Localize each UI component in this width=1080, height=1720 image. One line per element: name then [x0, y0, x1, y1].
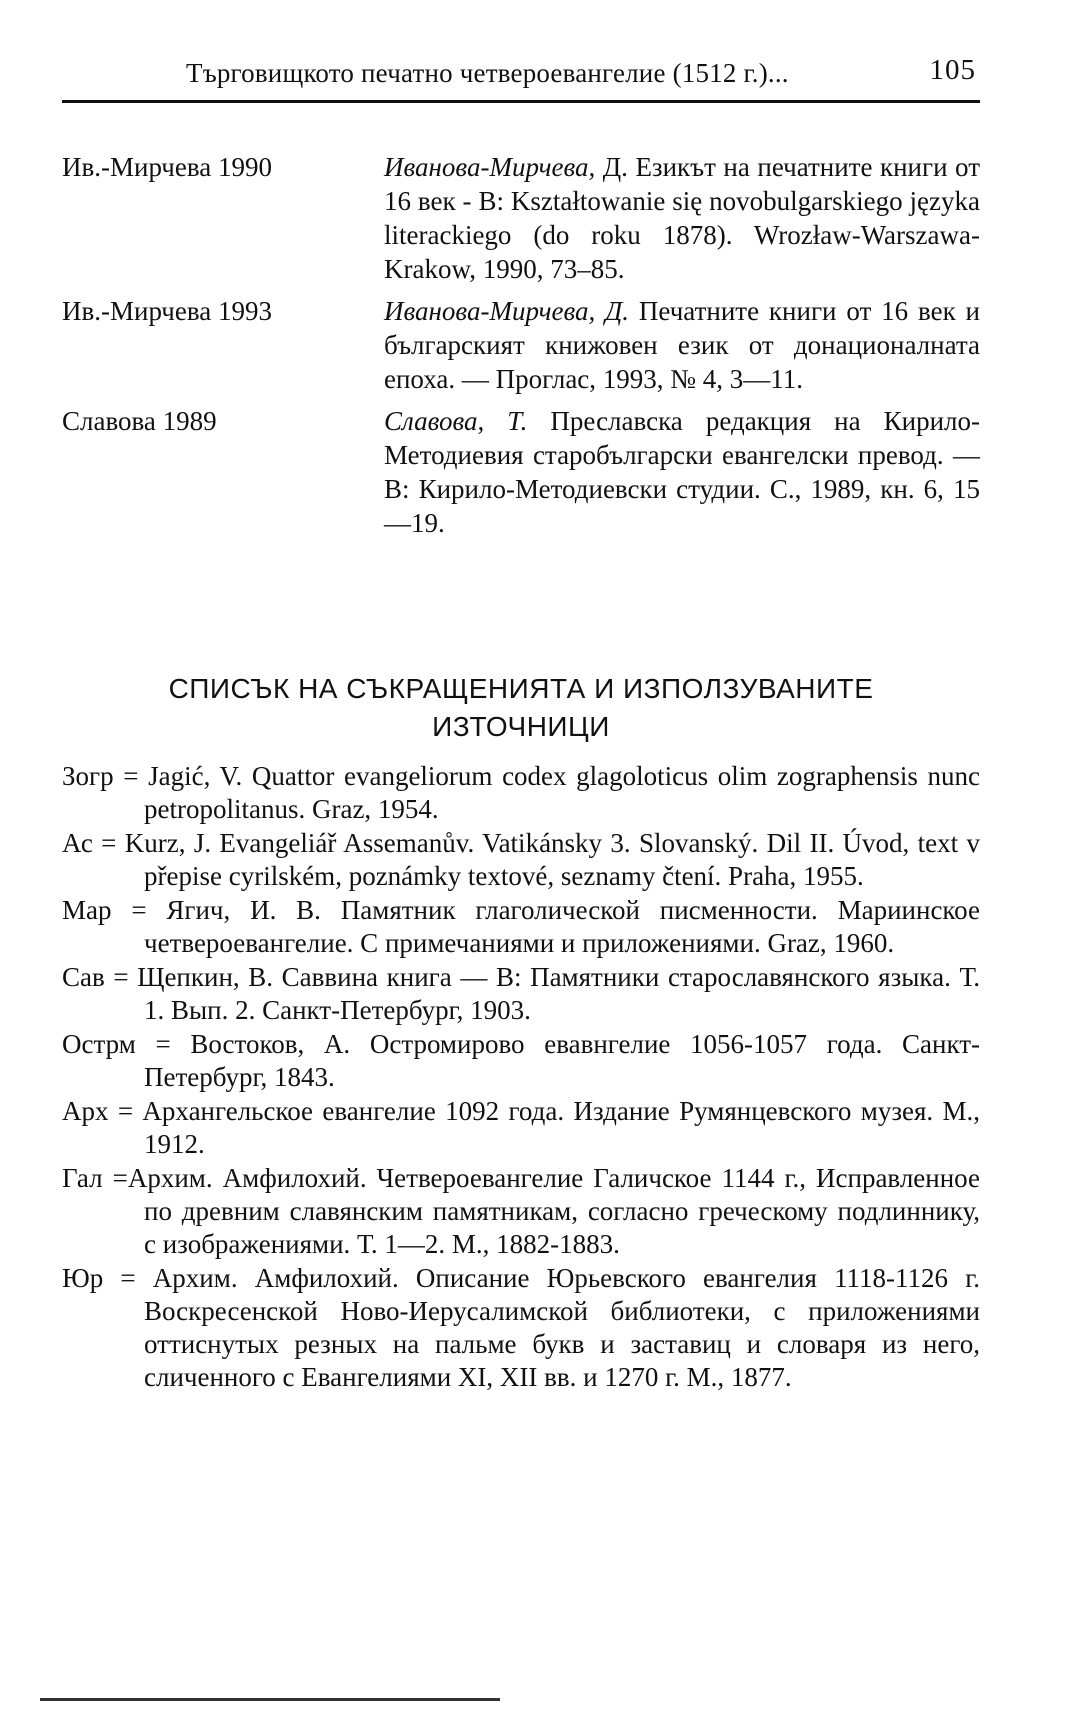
abbreviation-entry: Сав = Щепкин, В. Саввина книга — В: Памятники старославянского языка. Т. 1. Вып. 2. Санкт-Петербург, 1903.	[62, 962, 980, 1025]
abbreviation-entry: Мар = Ягич, И. В. Памятник глаголической писменности. Мариинское четвероевангелие. С примечаниями и приложениями. Graz, 1960.	[62, 895, 980, 958]
bibliography-text	[384, 150, 980, 286]
bibliography-author: Иванова-Мирчева,	[384, 152, 596, 182]
bibliography-author: Славова, Т.	[384, 406, 528, 436]
bottom-divider	[40, 1698, 500, 1701]
running-title: Търговищкото печатно четвероевангелие (1512 г.)...	[186, 58, 789, 88]
abbreviations-list	[62, 760, 980, 1395]
abbreviation-entry: Юр = Архим. Амфилохий. Описание Юрьевского евангелия 1118-1126 г. Воскресенской Ново-Иерусалимской библиотеки, с приложениями оттиснутых резных на пальме букв и заставиц и словаря из него, сличенного с Евангелиями XI, XII вв. и 1270 г. М., 1877.	[62, 1263, 980, 1392]
bibliography-reference: Д. Езикът на печатните книги от 16 век - В: Kształtowanie się novobulgarskiego języka literackiego (do roku 1878). Wrozław-Warszawa-Krakow, 1990, 73–85.	[384, 152, 980, 284]
bibliography-reference: Преславска редакция на Кирило-Методиевия старобългарски евангелски превод. — В: Кирило-Методиевски студии. С., 1989, кн. 6, 15—19.	[384, 406, 981, 538]
bibliography-text	[384, 294, 980, 396]
bibliography-entry	[62, 404, 980, 540]
bibliography-entry	[62, 294, 980, 396]
bibliography-key: Ив.-Мирчева 1993	[62, 296, 272, 326]
section-heading-line: ИЗТОЧНИЦИ	[432, 711, 610, 742]
abbreviation-entry: Ас = Kurz, J. Evangeliář Assemanův. Vatikánsky 3. Slovanský. Dil II. Úvod, text v přepise cyrilském, poznámky textové, seznamy čtení. Praha, 1955.	[62, 828, 980, 891]
abbreviation-entry: Острм = Востоков, А. Остромирово евавнгелие 1056-1057 года. Санкт-Петербург, 1843.	[62, 1029, 980, 1092]
abbreviation-entry: Арх = Архангельское евангелие 1092 года. Издание Румянцевского музея. М., 1912.	[62, 1096, 980, 1159]
abbreviation-entry: Зогр = Jagić, V. Quattor evangeliorum codex glagoloticus olim zographensis nunc petropolitanus. Graz, 1954.	[62, 761, 980, 824]
bibliography-entry	[62, 150, 980, 286]
section-heading-line: СПИСЪК НА СЪКРАЩЕНИЯТА И ИЗПОЛЗУВАНИТЕ	[168, 673, 874, 704]
page-number: 105	[929, 54, 976, 86]
bibliography-key: Ив.-Мирчева 1990	[62, 152, 272, 182]
bibliography-reference: Печатните книги от 16 век и българският книжовен език от донационалната епоха. — Проглас, 1993, № 4, 3—11.	[384, 296, 981, 394]
section-heading	[62, 670, 980, 746]
abbreviation-entry: Гал =Архим. Амфилохий. Четвероевангелие Галичское 1144 г., Исправленное по древним славянским памятникам, согласно греческому подлиннику, с изображениями. Т. 1—2. М., 1882-1883.	[62, 1163, 980, 1259]
bibliography-author: Иванова-Мирчева, Д.	[384, 296, 630, 326]
bibliography-key: Славова 1989	[62, 406, 217, 436]
bibliography-list	[62, 150, 980, 548]
running-header	[62, 54, 980, 103]
bibliography-text	[384, 404, 980, 540]
